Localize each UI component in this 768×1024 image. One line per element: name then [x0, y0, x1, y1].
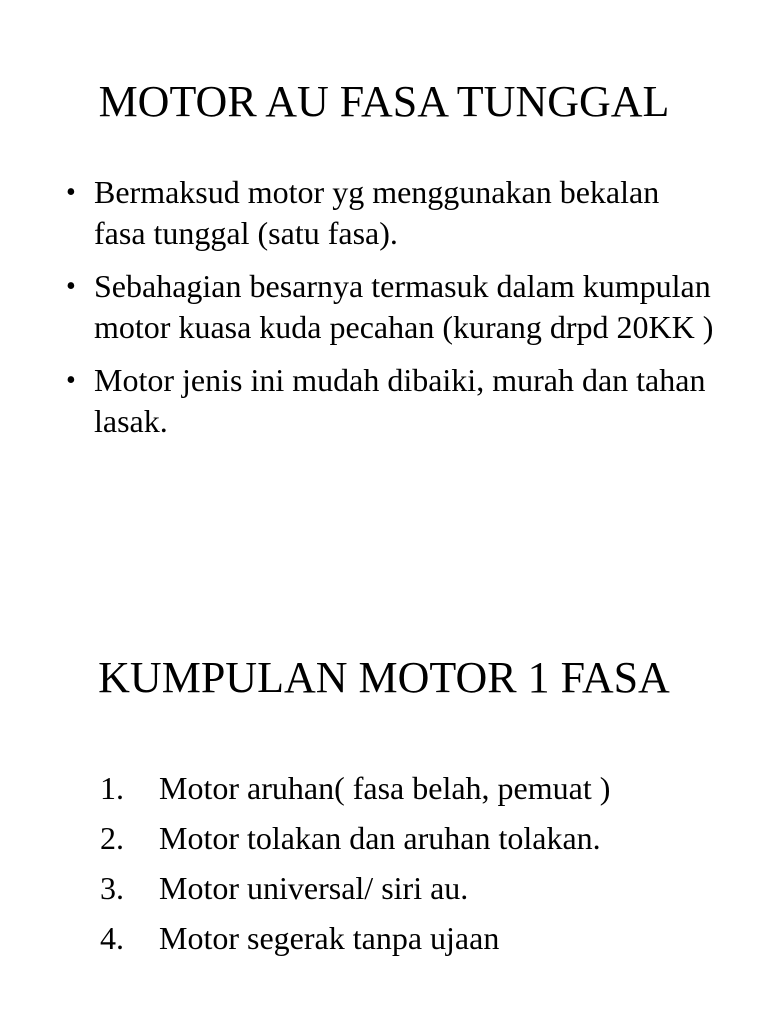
item-text: Motor universal/ siri au. — [159, 870, 469, 906]
item-number: 2. — [100, 820, 124, 856]
slide-2-title: KUMPULAN MOTOR 1 FASA — [98, 653, 670, 702]
numbered-list — [100, 768, 610, 968]
numbered-item — [100, 918, 610, 958]
bullet-item — [66, 360, 716, 442]
numbered-item — [100, 768, 610, 808]
slide-1-title: MOTOR AU FASA TUNGGAL — [98, 77, 670, 126]
bullet-item — [66, 172, 716, 254]
item-number: 3. — [100, 870, 124, 906]
item-number: 1. — [100, 770, 124, 806]
bullet-marker: • — [66, 365, 76, 396]
numbered-item — [100, 818, 610, 858]
item-text: Motor aruhan( fasa belah, pemuat ) — [159, 770, 611, 806]
bullet-text: Motor jenis ini mudah dibaiki, murah dan tahan lasak. — [94, 362, 706, 439]
bullet-text: Bermaksud motor yg menggunakan bekalan fasa tunggal (satu fasa). — [94, 174, 660, 251]
numbered-item — [100, 868, 610, 908]
item-number: 4. — [100, 920, 124, 956]
bullet-marker: • — [66, 271, 76, 302]
bullet-list — [66, 172, 716, 454]
bullet-text: Sebahagian besarnya termasuk dalam kumpulan motor kuasa kuda pecahan (kurang drpd 20KK ) — [94, 268, 714, 345]
bullet-marker: • — [66, 177, 76, 208]
bullet-item — [66, 266, 716, 348]
slide-2 — [0, 512, 768, 1024]
item-text: Motor segerak tanpa ujaan — [159, 920, 500, 956]
item-text: Motor tolakan dan aruhan tolakan. — [159, 820, 601, 856]
